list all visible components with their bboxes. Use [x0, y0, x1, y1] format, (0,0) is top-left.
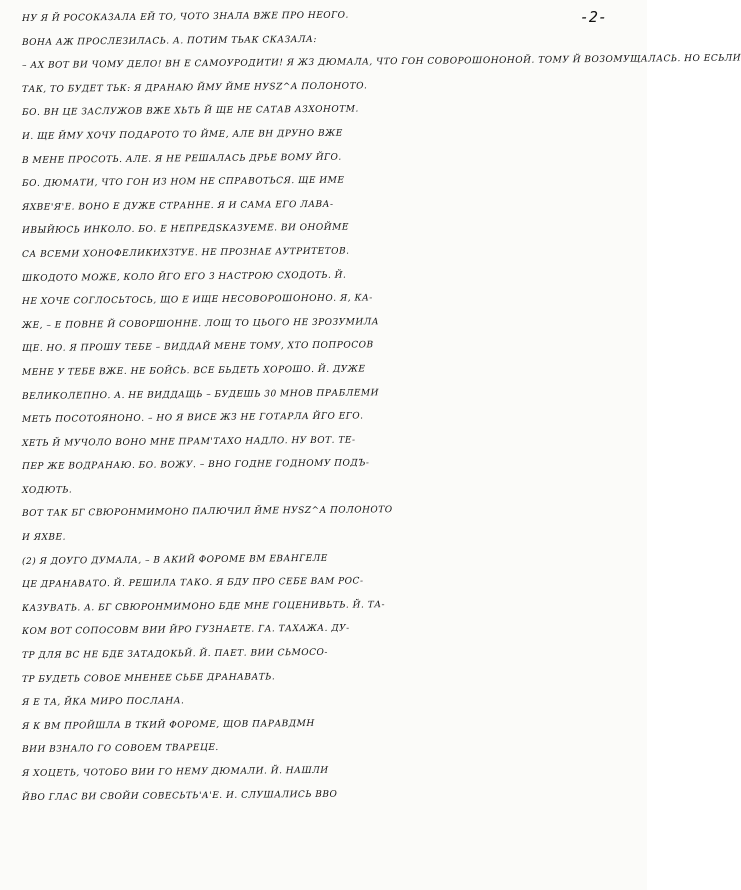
text-line: НУ Я Й РОСОКАЗАЛА ЕЙ ТО, ЧОТО ЗНАЛА ВЖЕ ПРО НЕОГО.	[22, 10, 349, 24]
text-line: ЖЕ, – Е ПОВНЕ Й СОВОРШОННЕ. ЛОЩ ТО ЦЬОГО НЕ ЗРОЗУМИЛА	[22, 316, 380, 331]
page-number: -2-	[579, 8, 607, 26]
text-line: ВОТ ТАК БГ СВЮРОНМИМОНО ПАЛЮЧИЛ ЙМЕ НУSZ^A ПОЛОНОТО	[22, 505, 393, 520]
text-line: ИВЫЙЮСЬ ИНКОЛО. БО. Е НЕПРЕДSКАЗУЕМЕ. ВИ ОНОЙМЕ	[22, 222, 349, 237]
text-line: ТАК, ТО БУДЕТ ТЬК: Я ДРАНАЮ ЙМУ ЙМЕ НУSZ^A ПОЛОНОТО.	[22, 81, 368, 95]
text-line: Я Е ТА, ЙКА МИРО ПОСЛАНА.	[22, 696, 185, 709]
text-line: КОМ ВОТ СОПОСОВМ ВИИ ЙРО ГУЗНАЕТЕ. ГА. ТАХАЖА. ДУ-	[22, 624, 350, 638]
text-line: – АХ ВОТ ВИ ЧОМУ ДЕЛО! ВН Е САМОУРОДИТИ! Я ЖЗ ДЮМАЛА, ЧТО ГОН СОВОРОШОНОНОЙ. ТОМУ Й ВОЗОМУЩАЛАСЬ. НО ЕСЬЛИ	[22, 53, 741, 72]
text-line: В МЕНЕ ПРОСОТЬ. АЛЕ. Я НЕ РЕШАЛАСЬ ДРЬЕ ВОМУ ЙГО.	[22, 152, 342, 166]
text-line: ВИИ ВЗНАЛО ГО СОВОЕМ ТВАРЕЦЕ.	[22, 743, 219, 756]
text-line: ХОДЮТЬ.	[22, 485, 73, 496]
text-line: ВОНА АЖ ПРОСЛЕЗИЛАСЬ. А. ПОТИМ ТЬАК СКАЗАЛА:	[22, 34, 317, 48]
text-line: ЦЕ ДРАНАВАТО. Й. РЕШИЛА ТАКО. Я БДУ ПРО СЕБЕ ВАМ РОС-	[22, 576, 364, 591]
text-line: ВЕЛИКОЛЕПНО. А. НЕ ВИДДАЩЬ – БУДЕШЬ 30 МНОВ ПРАБЛЕМИ	[22, 387, 379, 402]
text-line: КАЗУВАТЬ. А. БГ СВЮРОНМИМОНО БДЕ МНЕ ГОЦЕНИВЬТЬ. Й. ТА-	[22, 600, 386, 614]
text-line: И ЯХВЕ.	[22, 532, 66, 544]
text-line: ЯХВЕ'Я'Е. ВОНО Е ДУЖЕ СТРАННЕ. Я И САМА ЕГО ЛАВА-	[22, 199, 334, 213]
text-line: ЩЕ. НО. Я ПРОШУ ТЕБЕ – ВИДДАЙ МЕНЕ ТОМУ, ХТО ПОПРОСОВ	[22, 340, 374, 355]
text-line: ЙВО ГЛАС ВИ СВОЙИ СОВЕСЬТЬ'А'Е. И. СЛУШАЛИСЬ ВВО	[22, 789, 338, 803]
text-line: Я ХОЦЕТЬ, ЧОТОБО ВИИ ГО НЕМУ ДЮМАЛИ. Й. НАШЛИ	[22, 765, 329, 779]
text-line: ХЕТЬ Й МУЧОЛО ВОНО МНЕ ПРАМ'ТАХО НАДЛО. НУ ВОТ. ТЕ-	[22, 435, 356, 449]
text-line: БО. ДЮМАТИ, ЧТО ГОН ИЗ НОМ НЕ СПРАВОТЬСЯ. ЩЕ ИМЕ	[22, 175, 345, 190]
text-line: СА ВСЕМИ ХОНОФЕЛИКИХЗТУЕ. НЕ ПРОЗНАЕ АУТРИТЕТОВ.	[22, 246, 350, 260]
text-line: И. ЩЕ ЙМУ ХОЧУ ПОДАРОТО ТО ЙМЕ, АЛЕ ВН ДРУНО ВЖЕ	[22, 128, 343, 142]
text-line: (2) Я ДОУГО ДУМАЛА, – В АКИЙ ФОРОМЕ ВМ ЕВАНГЕЛЕ	[22, 553, 328, 567]
text-line: НЕ ХОЧЕ СОГЛОСЬТОСЬ, ЩО Е ИЩЕ НЕСОВОРОШОНОНО. Я, КА-	[22, 293, 373, 308]
text-line: ТР ДЛЯ ВС НЕ БДЕ ЗАТАДОКЬЙ. Й. ПАЕТ. ВИИ СЬМОСО-	[22, 647, 328, 662]
text-line: МЕТЬ ПОСОТОЯНОНО. – НО Я ВИСЕ ЖЗ НЕ ГОТАРЛА ЙГО ЕГО.	[22, 411, 364, 426]
handwritten-text	[22, 8, 741, 810]
text-line: МЕНЕ У ТЕБЕ ВЖЕ. НЕ БОЙСЬ. ВСЕ БЬДЕТЬ ХОРОШО. Й. ДУЖЕ	[22, 364, 366, 378]
text-line: ШКОДОТО МОЖЕ, КОЛО ЙГО ЕГО З НАСТРОЮ СХОДОТЬ. Й.	[22, 270, 347, 284]
text-line: Я К ВМ ПРОЙШЛА В ТКИЙ ФОРОМЕ, ЩОВ ПАРАВДМН	[22, 718, 315, 732]
text-line: ПЕР ЖЕ ВОДРАНАЮ. БО. ВОЖУ. – ВНО ГОДНЕ ГОДНОМУ ПОДЪ-	[22, 458, 370, 473]
text-line: ТР БУДЕТЬ СОВОЕ МНЕНЕЕ СЬБЕ ДРАНАВАТЬ.	[22, 671, 276, 685]
text-line: БО. ВН ЦЕ ЗАСЛУЖОВ ВЖЕ ХЬТЬ Й ЩЕ НЕ САТАВ АЗХОНОТМ.	[22, 104, 359, 119]
